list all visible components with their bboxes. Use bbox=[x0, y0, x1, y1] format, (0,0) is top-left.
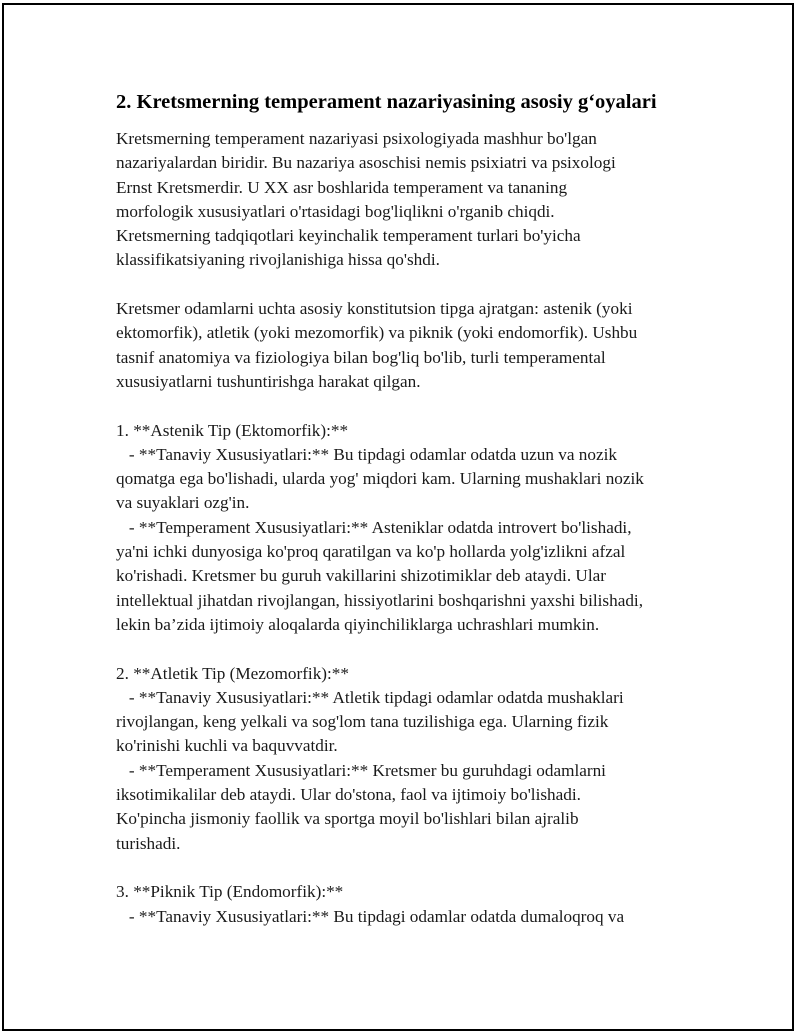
text-line: - **Tanaviy Xususiyatlari:** Bu tipdagi odamlar odatda dumaloqroq va bbox=[116, 906, 625, 926]
text-line: - **Tanaviy Xususiyatlari:** Bu tipdagi odamlar odatda uzun va nozik bbox=[116, 444, 617, 464]
text-line: va suyaklari ozg'in. bbox=[116, 493, 250, 513]
text-line: klassifikatsiyaning rivojlanishiga hissa qo'shdi. bbox=[116, 250, 440, 270]
text-line: nazariyalardan biridir. Bu nazariya asoschisi nemis psixiatri va psixologi bbox=[116, 153, 616, 173]
paragraph-astenik bbox=[116, 419, 716, 638]
text-line: morfologik xususiyatlari o'rtasidagi bog'liqlikni o'rganib chiqdi. bbox=[116, 201, 555, 221]
text-line: rivojlangan, keng yelkali va sog'lom tana tuzilishiga ega. Ularning fizik bbox=[116, 712, 609, 732]
text-line: Kretsmer odamlarni uchta asosiy konstitutsion tipga ajratgan: astenik (yoki bbox=[116, 299, 633, 319]
text-line: Ernst Kretsmerdir. U XX asr boshlarida temperament va tananing bbox=[116, 177, 568, 197]
list-item-title: 3. **Piknik Tip (Endomorfik):** bbox=[116, 882, 344, 902]
text-line: - **Temperament Xususiyatlari:** Asteniklar odatda introvert bo'lishadi, bbox=[116, 517, 632, 537]
text-line: iksotimikalilar deb ataydi. Ular do'stona, faol va ijtimoiy bo'lishadi. bbox=[116, 785, 581, 805]
text-line: Kretsmerning tadqiqotlari keyinchalik temperament turlari bo'yicha bbox=[116, 226, 581, 246]
text-line: Kretsmerning temperament nazariyasi psixologiyada mashhur bo'lgan bbox=[116, 129, 597, 148]
text-line: qomatga ega bo'lishadi, ularda yog' miqdori kam. Ularning mushaklari nozik bbox=[116, 469, 644, 489]
section-heading: 2. Kretsmerning temperament nazariyasining asosiy g‘oyalari bbox=[116, 91, 657, 113]
paragraph-gap bbox=[116, 273, 716, 297]
text-line: ko'rishadi. Kretsmer bu guruh vakillarini shizotimiklar deb ataydi. Ular bbox=[116, 566, 606, 586]
text-line: ektomorfik), atletik (yoki mezomorfik) va piknik (yoki endomorfik). Ushbu bbox=[116, 323, 638, 343]
text-line: ya'ni ichki dunyosiga ko'proq qaratilgan va ko'p hollarda yolg'izlikni afzal bbox=[116, 542, 626, 562]
text-line: ko'rinishi kuchli va baquvvatdir. bbox=[116, 736, 338, 756]
paragraph-gap bbox=[116, 637, 716, 661]
list-item-title: 2. **Atletik Tip (Mezomorfik):** bbox=[116, 663, 349, 683]
text-line: intellektual jihatdan rivojlangan, hissiyotlarini boshqarishni yaxshi bilishadi, bbox=[116, 590, 644, 610]
paragraph-gap bbox=[116, 394, 716, 418]
document-body bbox=[116, 88, 716, 929]
paragraph-atletik bbox=[116, 662, 716, 856]
text-line: tasnif anatomiya va fiziologiya bilan bog'liq bo'lib, turli temperamental bbox=[116, 347, 606, 367]
text-line: turishadi. bbox=[116, 833, 181, 853]
list-item-title: 1. **Astenik Tip (Ektomorfik):** bbox=[116, 420, 349, 440]
paragraph-piknik bbox=[116, 880, 716, 929]
text-line: Ko'pincha jismoniy faollik va sportga moyil bo'lishlari bilan ajralib bbox=[116, 809, 579, 829]
paragraph-gap bbox=[116, 856, 716, 880]
paragraph-intro bbox=[116, 127, 716, 273]
text-line: - **Temperament Xususiyatlari:** Kretsmer bu guruhdagi odamlarni bbox=[116, 760, 606, 780]
text-line: - **Tanaviy Xususiyatlari:** Atletik tipdagi odamlar odatda mushaklari bbox=[116, 687, 624, 707]
text-line: xususiyatlarni tushuntirishga harakat qilgan. bbox=[116, 371, 421, 391]
paragraph-types-overview bbox=[116, 297, 716, 394]
text-line: lekin ba’zida ijtimoiy aloqalarda qiyinchiliklarga uchrashlari mumkin. bbox=[116, 614, 600, 634]
